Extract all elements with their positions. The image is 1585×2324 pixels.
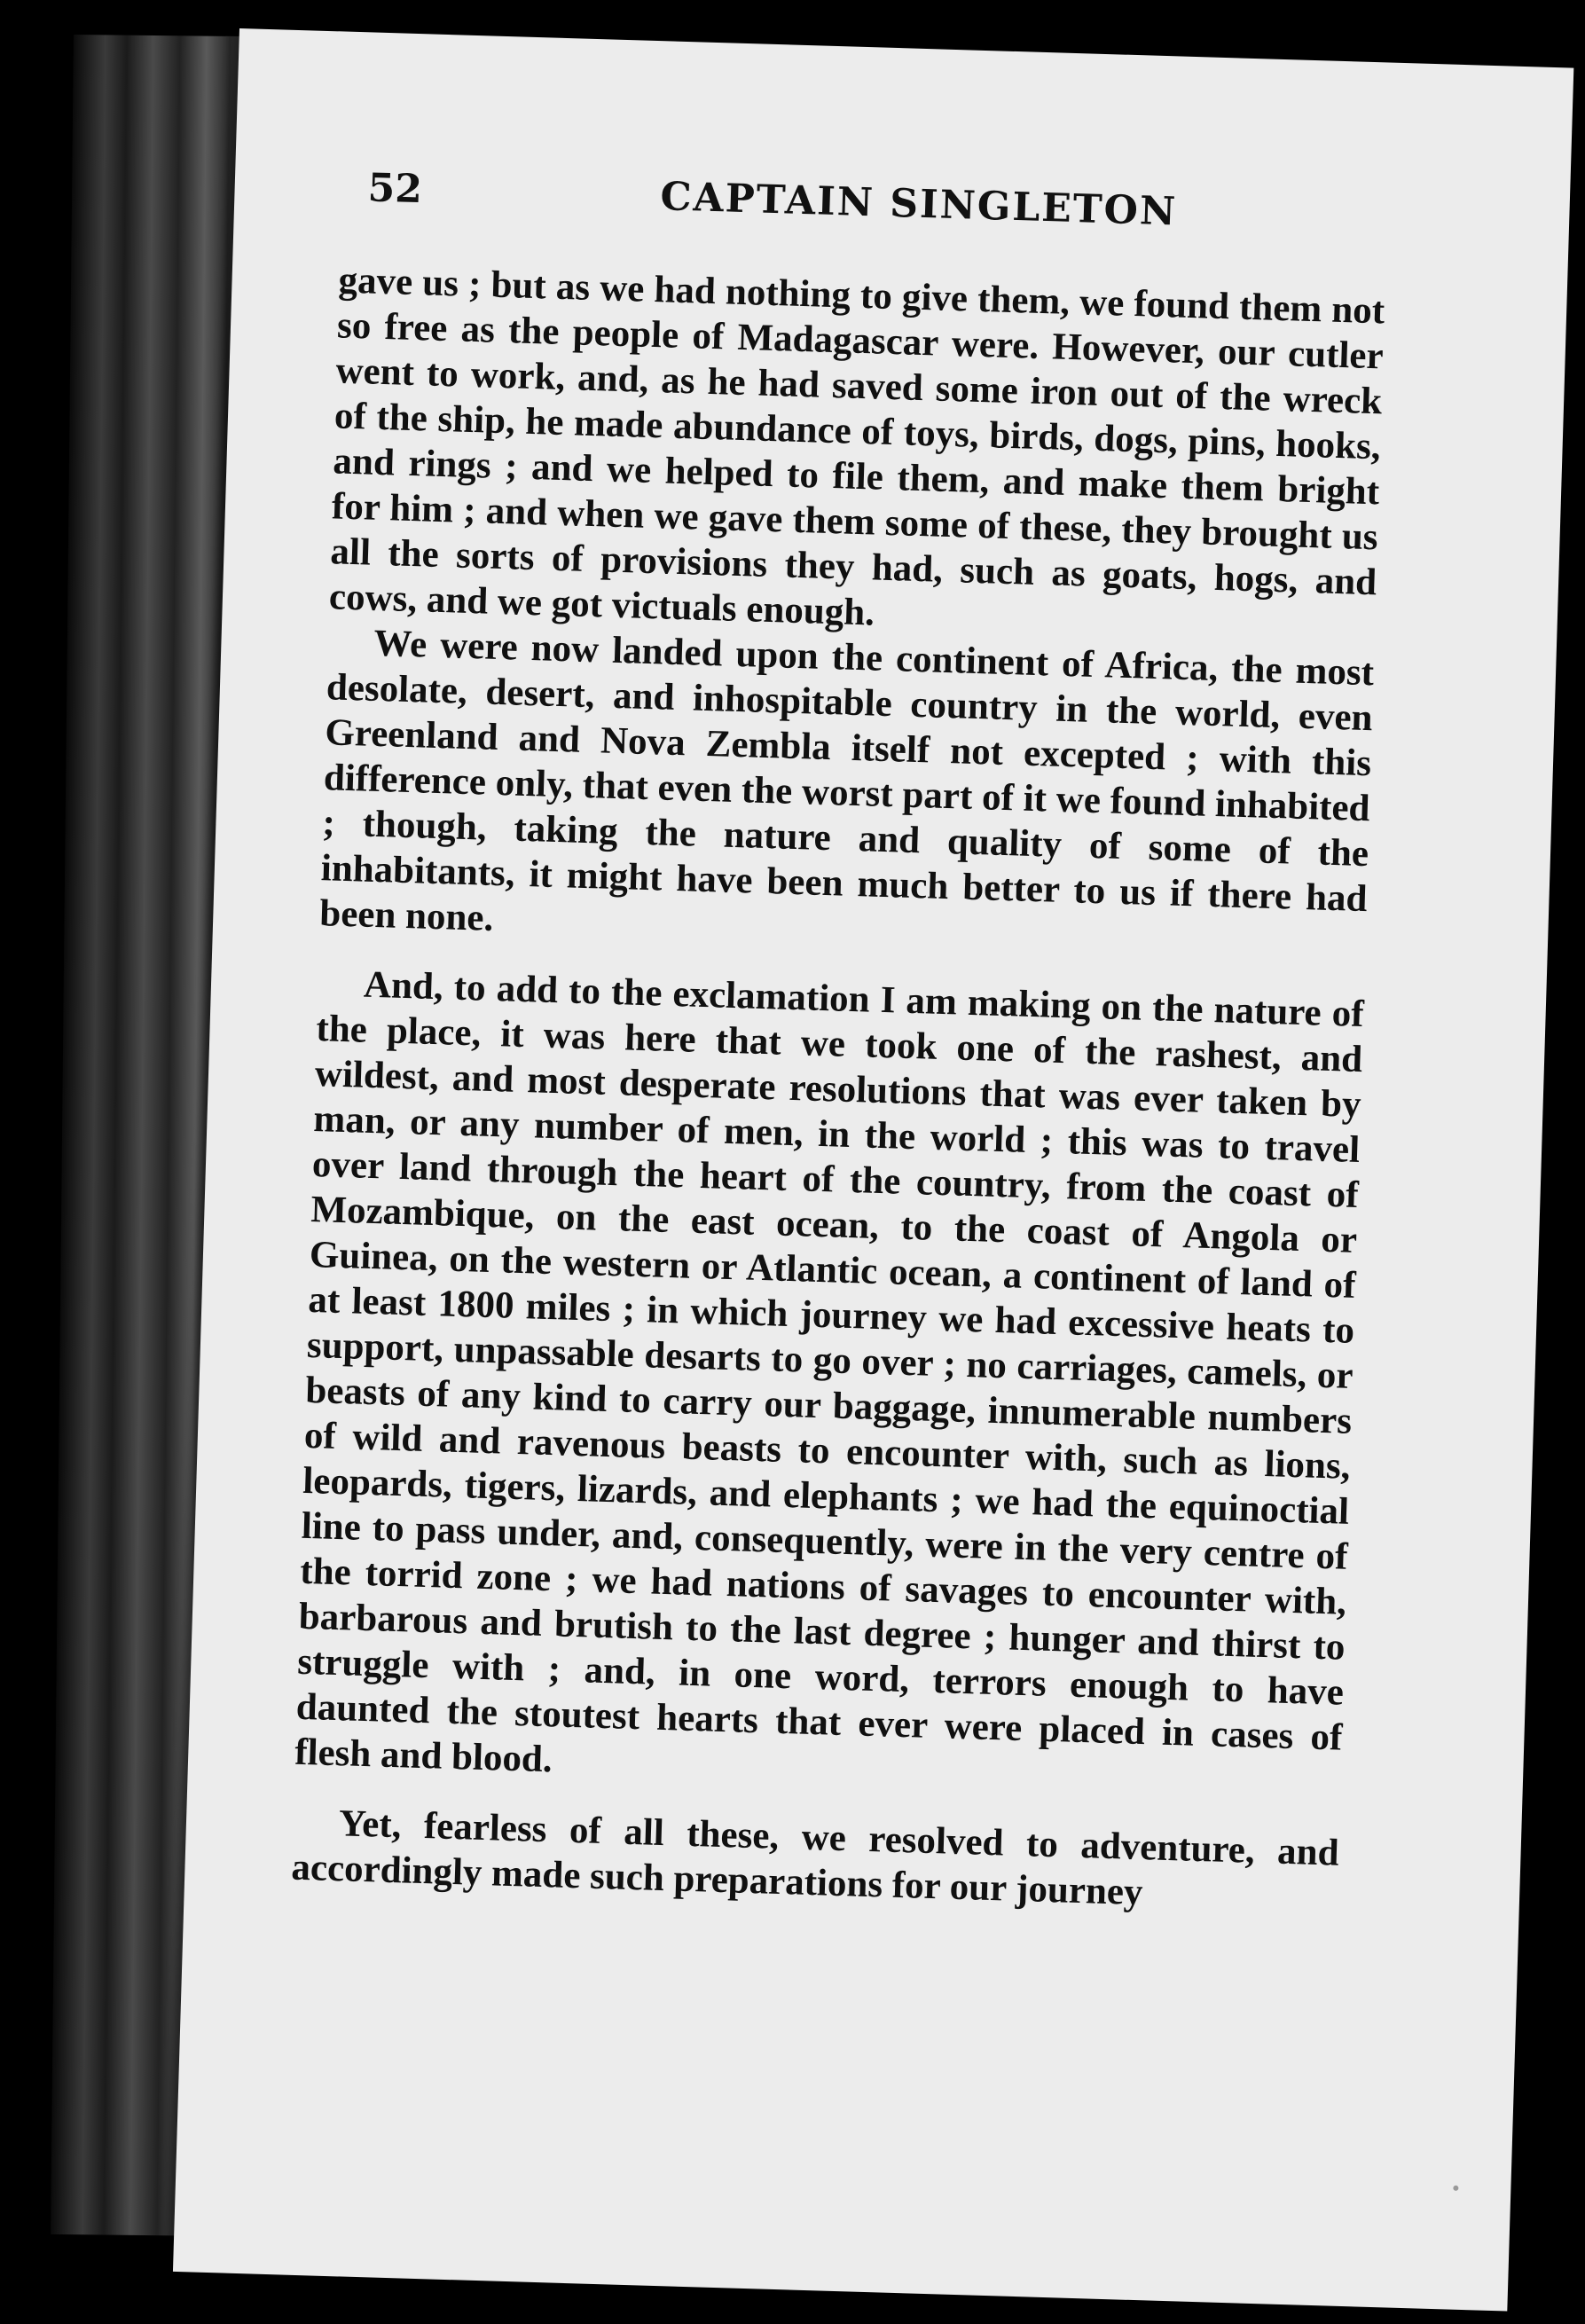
running-head: CAPTAIN SINGLETON xyxy=(659,174,1178,235)
paragraph-3: And, to add to the exclamation I am making on the nature of the place, it was here that we took one of the rashest, and wildest, and most desperate resolutions that was ever taken by man, or any number of men, in the world ; this was to travel over land through the heart of the country, from the coast of Mozambique, on the east ocean, to the coast of Angola or Guinea, on the western or Atlantic ocean, a continent of land of at least 1800 miles ; in which journey we had excessive heats to support, unpassable desarts to go over ; no carriages, camels, or beasts of any kind to carry our baggage, innumerable numbers of wild and ravenous beasts to encounter with, such as lions, leopards, tigers, lizards, and elephants ; we had the equinoctial line to pass under, and, consequently, were in the very centre of the torrid zone ; we had nations of savages to encounter with, barbarous and brutish to the last degree ; hunger and thirst to struggle with ; and, in one word, terrors enough to have daunted the stoutest hearts that ever were placed in cases of flesh and blood. xyxy=(294,963,1365,1781)
book-page xyxy=(173,28,1573,2312)
page-header xyxy=(366,165,1415,258)
paragraph-1: gave us ; but as we had nothing to give them, we found them not so free as the people of Madagascar were. However, our cutler went to work, and, as he had saved some iron out of the wreck of the ship, he made abundance of toys, birds, dogs, pins, hooks, and rings ; and we helped to file them, and make them bright for him ; and when we gave them some of these, they brought us all the sorts of provisions they had, such as goats, hogs, and cows, and we got victuals enough. xyxy=(328,259,1385,634)
body-text xyxy=(291,257,1385,1920)
page-number: 52 xyxy=(366,165,423,213)
paragraph-4: Yet, fearless of all these, we resolved to adventure, and accordingly made such preparations for our journey xyxy=(290,1802,1340,1914)
dust-speck xyxy=(1453,2186,1458,2191)
paragraph-2: We were now landed upon the continent of Africa, the most desolate, desert, and inhospitable country in the world, even Greenland and Nova Zembla itself not excepted ; with this difference only, that even the worst part of it we found inhabited ; though, taking the nature and quality of some of the inhabitants, it might have been much better to us if there had been none. xyxy=(318,622,1375,939)
